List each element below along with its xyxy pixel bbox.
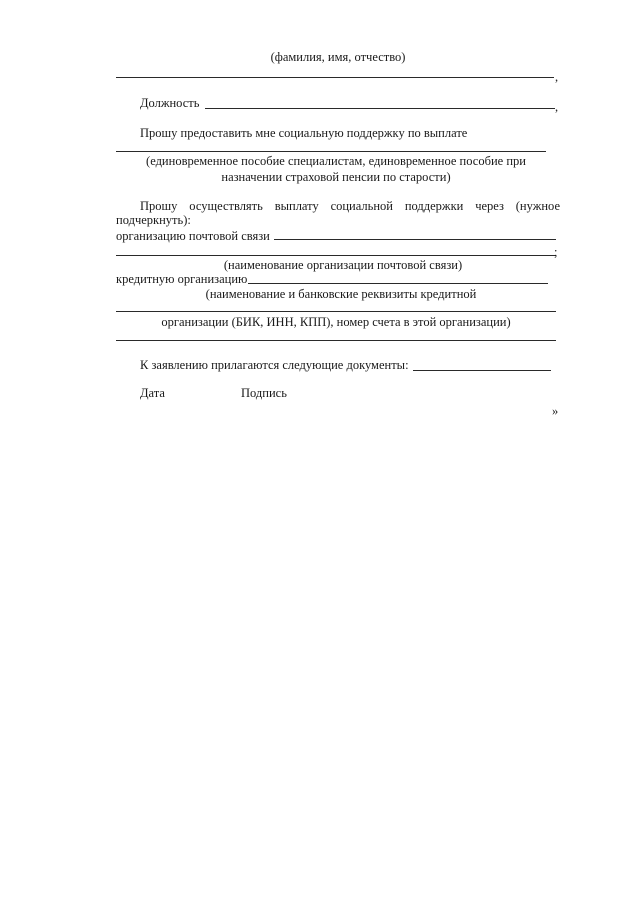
fio-end: , — [555, 70, 559, 84]
postal-line-1[interactable] — [274, 239, 556, 240]
position-line[interactable] — [205, 108, 555, 109]
postal-line-2[interactable] — [116, 255, 556, 256]
postal-caption: (наименование организации почтовой связи) — [223, 258, 463, 272]
underline-note: подчеркнуть): — [116, 213, 191, 227]
attachments-line[interactable] — [413, 370, 551, 371]
position-end: , — [555, 100, 559, 114]
date-label: Дата — [140, 386, 165, 400]
credit-line-1[interactable] — [248, 283, 548, 284]
credit-label: кредитную организацию — [116, 272, 248, 286]
postal-label: организацию почтовой связи — [116, 229, 270, 243]
credit-line-2[interactable] — [116, 311, 556, 312]
signature-label: Подпись — [241, 386, 287, 400]
fio-caption: (фамилия, имя, отчество) — [270, 50, 406, 64]
benefit-caption-2: назначении страховой пенсии по старости) — [221, 170, 451, 184]
postal-end: ; — [554, 245, 558, 259]
request-support-text: Прошу предоставить мне социальную поддержку по выплате — [140, 126, 468, 140]
benefit-line[interactable] — [116, 151, 546, 152]
closing-quote: » — [552, 404, 559, 418]
benefit-caption-1: (единовременное пособие специалистам, единовременное пособие при — [146, 154, 526, 168]
credit-caption-1: (наименование и банковские реквизиты кредитной — [205, 287, 477, 301]
payment-request-text: Прошу осуществлять выплату социальной поддержки через (нужное — [140, 199, 560, 213]
position-label: Должность — [140, 96, 200, 110]
credit-line-3[interactable] — [116, 340, 556, 341]
credit-caption-2: организации (БИК, ИНН, КПП), номер счета в этой организации) — [161, 315, 511, 329]
fio-line[interactable] — [116, 77, 554, 78]
attachments-label: К заявлению прилагаются следующие документы: — [140, 358, 409, 372]
